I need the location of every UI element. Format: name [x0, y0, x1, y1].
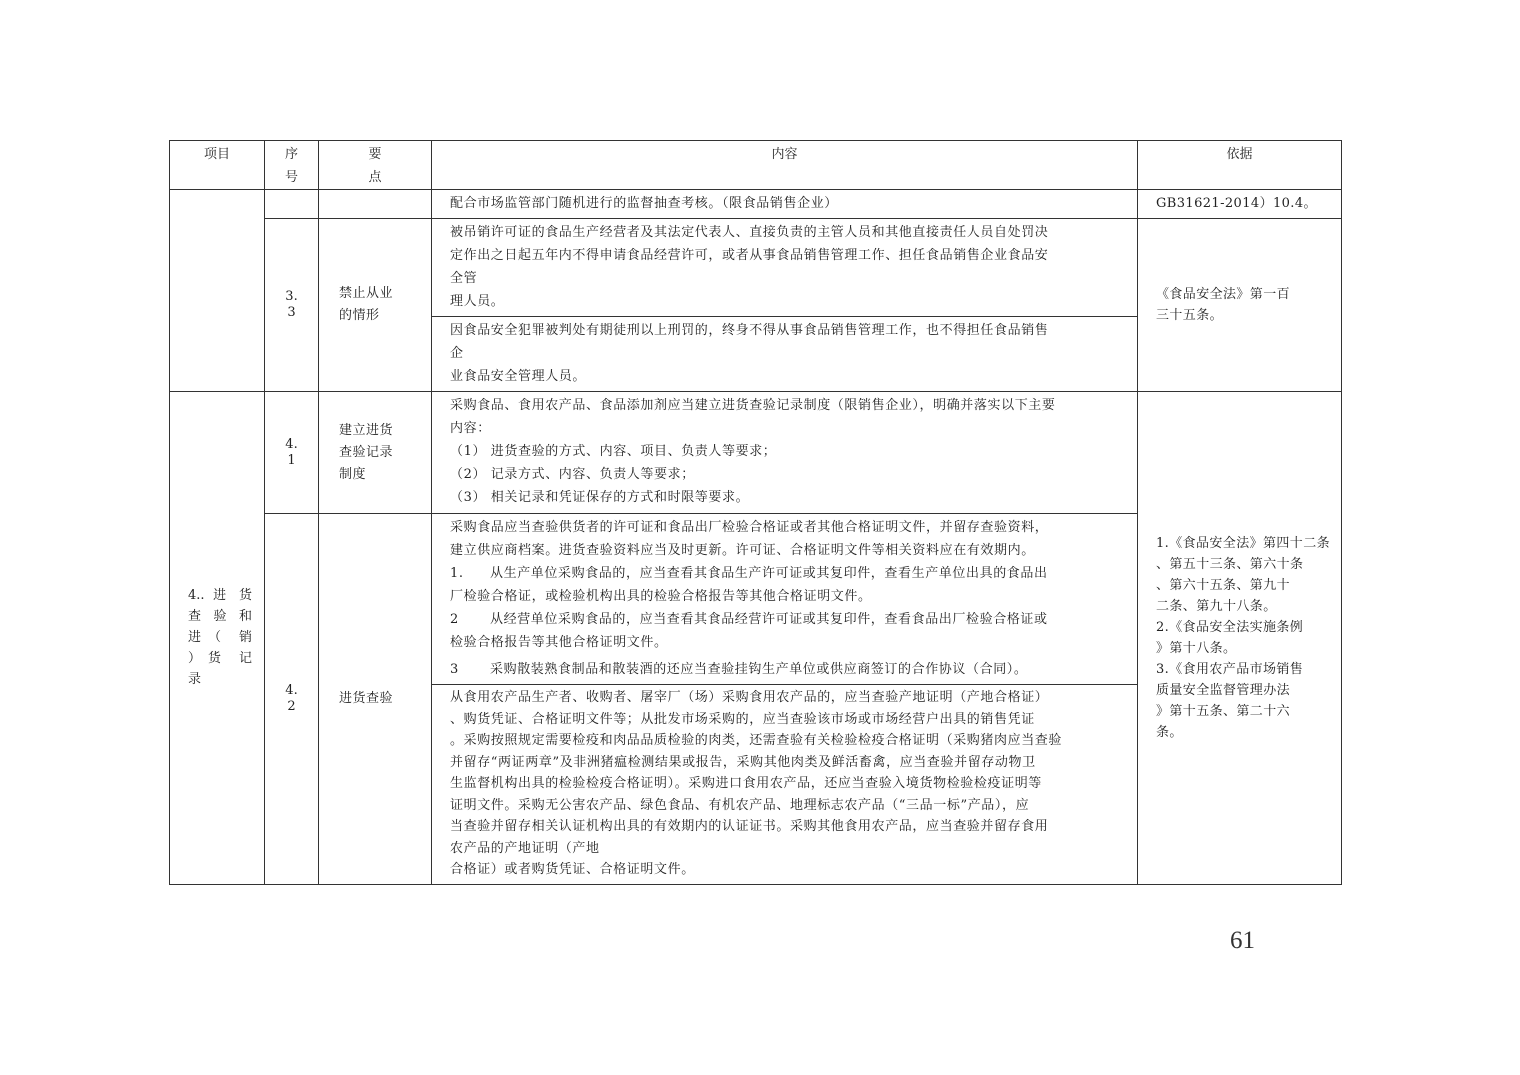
table-header-row — [170, 141, 1342, 190]
content-cell-4-2-b: 从食用农产品生产者、收购者、屠宰厂（场）采购食用农产品的，应当查验产地证明（产地合格证） 、购货凭证、合格证明文件等；从批发市场采购的，应当查验该市场或市场经营户出具的销售凭证 。采购按照规定需要检疫和肉品品质检验的肉类，还需查验有关检验检疫合格证明（采购猪肉应当查验 并留存“两证两章”及非洲猪瘟检测结果或报告，采购其他肉类及鲜活畜禽，应当查验并留存动物卫 生监督机构出具的检验检疫合格证明）。采购进口食用农产品，还应当查验入境货物检验检疫证明等 证明文件。采购无公害农产品、绿色食品、有机农产品、地理标志农产品（“三品一标”产品），应 当查验并留存相关认证机构出具的有效期内的认证证书。采购其他食用农产品，应当查验并留存食用 农产品的产地证明（产地 合格证）或者购货凭证、合格证明文件。 — [432, 685, 1138, 885]
header-point-line-2: 点 — [368, 170, 382, 185]
content-cell-3-3-b: 因食品安全犯罪被判处有期徒刑以上刑罚的，终身不得从事食品销售管理工作，也不得担任食品销售 企 业食品安全管理人员。 — [432, 317, 1138, 392]
point-cell-empty — [319, 190, 432, 219]
number-cell-empty — [265, 190, 319, 219]
header-point-line-1: 要 — [368, 147, 382, 162]
list-item: 2 从经营单位采购食品的，应当查看其食品经营许可证或其复印件，查看食品出厂检验合格证或 — [450, 612, 1048, 627]
list-item: 3 采购散装熟食制品和散装酒的还应当查验挂钩生产单位或供应商签订的合作协议（合同）。 — [450, 662, 1028, 677]
table-row — [170, 219, 1342, 317]
content-cell-continued: 配合市场监管部门随机进行的监督抽查考核。（限食品销售企业） — [432, 190, 1138, 219]
item-cell-4: 4.. 进 货 查 验 和 进（ 销 ）货 记 录 — [170, 392, 265, 885]
point-cell-3-3: 禁止从业 的情形 — [319, 219, 432, 392]
point-cell-4-1: 建立进货 查验记录 制度 — [319, 392, 432, 514]
point-cell-4-2: 进货查验 — [319, 514, 432, 885]
list-item: 1. 从生产单位采购食品的，应当查看其食品生产许可证或其复印件，查看生产单位出具的食品出 — [450, 566, 1048, 581]
regulation-table — [169, 140, 1342, 885]
number-cell-4-2: 4. 2 — [265, 514, 319, 885]
header-number-line-2: 号 — [284, 170, 298, 185]
content-cell-4-1: 采购食品、食用农产品、食品添加剂应当建立进货查验记录制度（限销售企业），明确并落实以下主要 内容： （1） 进货查验的方式、内容、项目、负责人等要求； （2） 记录方式、内容、负责人等要求； （3） 相关记录和凭证保存的方式和时限等要求。 — [432, 392, 1138, 514]
content-cell-3-3-a: 被吊销许可证的食品生产经营者及其法定代表人、直接负责的主管人员和其他直接责任人员自处罚决 定作出之日起五年内不得申请食品经营许可，或者从事食品销售管理工作、担任食品销售企业食品安 全管 理人员。 — [432, 219, 1138, 317]
basis-cell-continued: GB31621-2014）10.4。 — [1138, 190, 1342, 219]
content-cell-4-2-a: 采购食品应当查验供货者的许可证和食品出厂检验合格证或者其他合格证明文件，并留存查验资料， 建立供应商档案。进货查验资料应当及时更新。许可证、合格证明文件等相关资料应在有效期内。 1. 从生产单位采购食品的，应当查看其食品生产许可证或其复印件，查看生产单位出具的食品出 厂检验合格证，或检验机构出具的检验合格报告等其他合格证明文件。 2 从经营单位采购食品的，应当查看其食品经营许可证或其复印件，查看食品出厂检验合格证或 检验合格报告等其他合格证明文件。 3 采购散装熟食制品和散装酒的还应当查验挂钩生产单位或供应商签订的合作协议（合同）。 — [432, 514, 1138, 685]
table-row — [170, 392, 1342, 514]
basis-cell-3-3: 《食品安全法》第一百 三十五条。 — [1138, 219, 1342, 392]
header-basis: 依据 — [1138, 141, 1342, 190]
header-point — [319, 141, 432, 190]
number-cell-3-3: 3. 3 — [265, 219, 319, 392]
header-item: 项目 — [170, 141, 265, 190]
number-cell-4-1: 4. 1 — [265, 392, 319, 514]
header-number-line-1: 序 — [284, 147, 298, 162]
header-content: 内容 — [432, 141, 1138, 190]
table-row — [170, 190, 1342, 219]
page-number: 61 — [1230, 927, 1255, 954]
header-number — [265, 141, 319, 190]
item-cell-3 — [170, 190, 265, 392]
basis-cell-4: 1.《食品安全法》第四十二条 、第五十三条、第六十条 、第六十五条、第九十 二条、第九十八条。 2.《食品安全法实施条例 》第十八条。 3.《食用农产品市场销售 质量安全监督管理办法 》第十五条、第二十六 条。 — [1138, 392, 1342, 885]
